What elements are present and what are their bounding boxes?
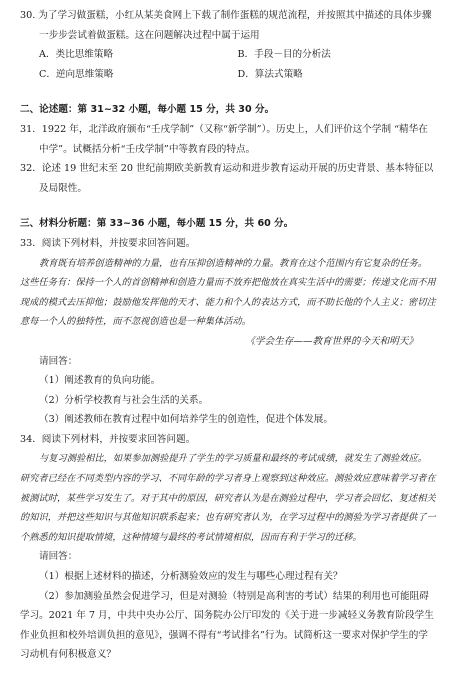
question-31: 31．1922 年，北洋政府颁布“壬戌学制”（又称“新学制”）。历史上，人们评价这个学制 “精华在中学”。试概括分析“壬戌学制”中等教育段的特点。 bbox=[20, 123, 428, 155]
question-33-sub-3: （3）阐述教师在教育过程中如何培养学生的创造性，促进个体发展。 bbox=[39, 414, 333, 426]
section-3-heading: 三、材料分析题：第 33~36 小题，每小题 15 分，共 60 分。 bbox=[20, 218, 294, 230]
question-30-options-row-2 bbox=[20, 65, 436, 85]
question-33-material: 教育既有培养创造精神的力量，也有压抑创造精神的力量。教育在这个范围内有它复杂的任务。这些任务有：保持一个人的首创精神和创造力量而不放弃把他放在真实生活中的需要；传递文化而不用现成的模式去压抑他；鼓励他发挥他的天才、能力和个人的表达方式，而不助长他的个人主义；密切注意每一个人的独特性，而不忽视创造也是一种集体活动。 bbox=[20, 257, 436, 328]
question-33-sub-1: （1）阐述教育的负向功能。 bbox=[39, 375, 161, 387]
question-30-options-row-1 bbox=[20, 45, 436, 65]
question-34-material: 与复习测验相比，如果参加测验提升了学生的学习质量和最终的考试成绩，就发生了测验效应。研究者已经在不同类型内容的学习、不同年龄的学习者身上观察到这种效应。测验效应意味着学习者在被测试时，某些学习发生了。对于其中的原因，研究者认为是在测验过程中，学习者会回忆、复述相关的知识，并把这些知识与其他知识联系起来；也有研究者认为，在学习过程中的测验为学习者提供了一个熟悉的知识提取情境，这种情境与最终的考试情境相似，因而有利于学习的迁移。 bbox=[20, 453, 436, 543]
option-c: C．逆向思维策略 bbox=[39, 68, 114, 80]
question-33: 33．阅读下列材料，并按要求回答问题。 bbox=[20, 237, 196, 249]
question-33-sub-2: （2）分析学校教育与社会生活的关系。 bbox=[39, 394, 209, 406]
option-d: D．算法式策略 bbox=[237, 68, 303, 80]
option-b: B．手段－目的分析法 bbox=[237, 49, 331, 61]
question-30: 30. 为了学习做蛋糕，小红从某美食网上下载了制作蛋糕的规范流程，并按照其中描述的具体步骤一步步尝试着做蛋糕。这在问题解决过程中属于运用 bbox=[20, 10, 432, 41]
section-2-heading: 二、论述题：第 31~32 小题，每小题 15 分，共 30 分。 bbox=[20, 104, 275, 116]
question-33-prompt: 请回答： bbox=[39, 355, 78, 367]
question-34-sub-1: （1）根据上述材料的描述，分析测验效应的发生与哪些心理过程有关？ bbox=[39, 571, 343, 583]
question-34: 34．阅读下列材料，并按要求回答问题。 bbox=[20, 433, 196, 445]
option-a: A．类比思维策略 bbox=[39, 49, 114, 61]
question-34-prompt: 请回答： bbox=[39, 551, 78, 563]
question-34-sub-2: （2）参加测验虽然会促进学习，但是对测验（特别是高利害的考试）结果的利用也可能阻碍学习。2021 年 7 月，中共中央办公厅、国务院办公厅印发的《关于进一步减轻义务教育阶段学生作业负担和校外培训负担的意见》，强调不得有“考试排名”行为。试简析这一要求对保护学生的学习动机有何积极意义？ bbox=[20, 590, 434, 661]
question-32: 32．论述 19 世纪末至 20 世纪前期欧美新教育运动和进步教育运动开展的历史背景、基本特征以及局限性。 bbox=[20, 163, 434, 194]
question-33-source: 《学会生存——教育世界的今天和明天》 bbox=[245, 335, 418, 347]
